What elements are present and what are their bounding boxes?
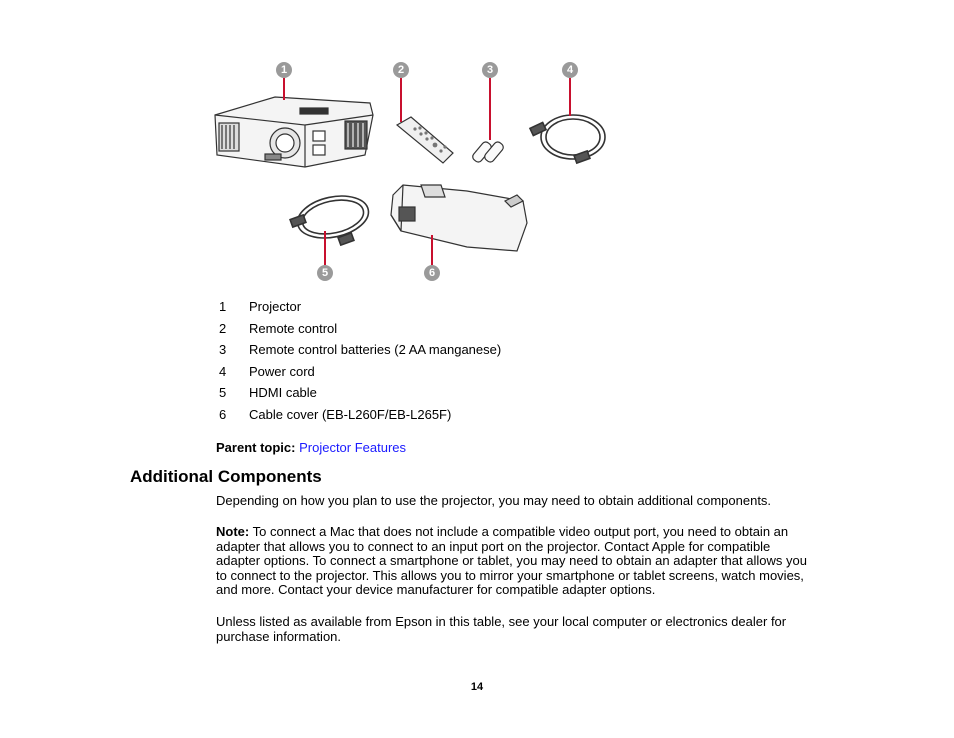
list-item xyxy=(219,320,501,342)
item-number: 1 xyxy=(219,299,227,314)
leader-line-3 xyxy=(489,78,491,140)
note-text: To connect a Mac that does not include a compatible video output port, you need to obtain an adapter that allows you to connect to an input port on the projector. Contact Apple for compatible adapter options. To connect a smartphone or tablet, you may need to obtain an adapter that allows you to connect to the projector. This allows you to mirror your smartphone or tablet screens, watch movies, and more. Contact your device manufacturer for compatible adapter options. xyxy=(216,524,807,597)
projector-drawing xyxy=(215,97,373,167)
item-label: Cable cover (EB-L260F/EB-L265F) xyxy=(249,406,452,422)
leader-line-1 xyxy=(283,78,285,100)
item-number: 6 xyxy=(219,406,227,422)
power-cord-drawing xyxy=(530,115,605,163)
callout-4: 4 xyxy=(562,62,578,78)
leader-line-2 xyxy=(400,78,402,122)
outro-paragraph: Unless listed as available from Epson in this table, see your local computer or electronics dealer for purchase information. xyxy=(216,614,787,644)
leader-line-6 xyxy=(431,235,433,265)
callout-1: 1 xyxy=(276,62,292,78)
list-item xyxy=(219,298,501,320)
leader-line-5 xyxy=(324,231,326,265)
parent-topic-label: Parent topic: xyxy=(216,440,296,455)
item-number: 4 xyxy=(219,363,227,379)
intro-paragraph: Depending on how you plan to use the projector, you may need to obtain additional components. xyxy=(216,493,772,508)
page-number: 14 xyxy=(470,681,484,693)
cable-cover-drawing xyxy=(391,185,527,251)
item-number: 3 xyxy=(219,342,227,357)
item-label: Power cord xyxy=(249,363,315,379)
components-list xyxy=(219,298,501,427)
item-label: Remote control batteries (2 AA manganese) xyxy=(249,342,502,357)
item-number: 5 xyxy=(219,385,227,400)
list-item xyxy=(219,406,501,428)
callout-6: 6 xyxy=(424,265,440,281)
item-label: Projector xyxy=(249,299,302,314)
parent-topic xyxy=(216,440,406,455)
leader-line-4 xyxy=(569,78,571,116)
list-item xyxy=(219,341,501,363)
item-label: Remote control xyxy=(249,320,338,336)
remote-control-drawing xyxy=(397,117,453,163)
item-number: 2 xyxy=(219,320,227,336)
note-paragraph xyxy=(216,525,816,598)
components-illustration xyxy=(205,55,625,290)
item-label: HDMI cable xyxy=(249,385,317,400)
callout-2: 2 xyxy=(393,62,409,78)
list-item xyxy=(219,363,501,385)
hdmi-cable-drawing xyxy=(290,190,372,245)
callout-5: 5 xyxy=(317,265,333,281)
batteries-drawing xyxy=(471,140,505,163)
section-heading: Additional Components xyxy=(130,467,322,486)
callout-3: 3 xyxy=(482,62,498,78)
list-item xyxy=(219,384,501,406)
parent-topic-link[interactable]: Projector Features xyxy=(299,440,407,455)
components-drawing xyxy=(205,55,625,290)
note-label: Note: xyxy=(216,524,250,539)
